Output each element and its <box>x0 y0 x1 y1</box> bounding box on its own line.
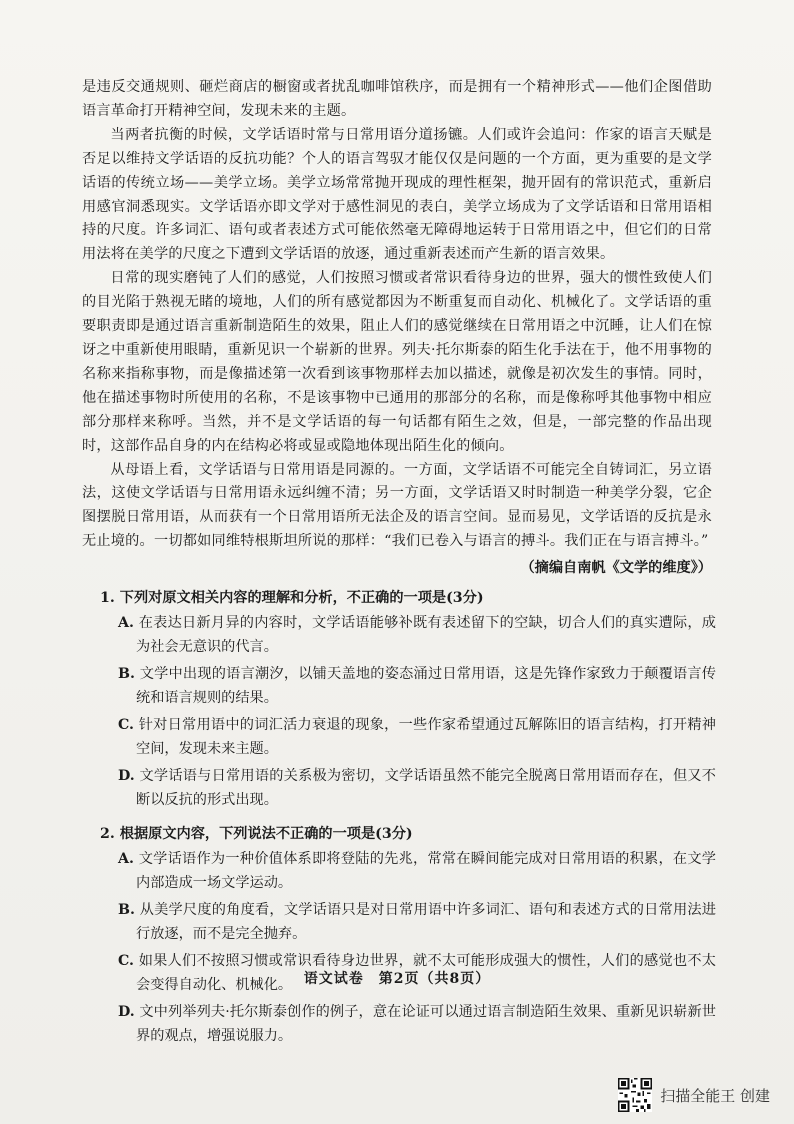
question-1-option-a <box>118 612 716 659</box>
question-1-stem: 1. 下列对原文相关内容的理解和分析，不正确的一项是(3分) <box>100 590 484 606</box>
question-2-option-b <box>118 899 716 946</box>
option-text: 在表达日新月异的内容时，文学话语能够补既有表述留下的空缺，切合人们的真实遭际，成为社会无意识的代言。 <box>136 615 716 655</box>
option-text: 文学话语作为一种价值体系即将登陆的先兆，常常在瞬间能完成对日常用语的积累，在文学内部造成一场文学运动。 <box>136 851 716 891</box>
option-text: 文中列举列夫·托尔斯泰创作的例子，意在论证可以通过语言制造陌生效果、重新见识崭新世界的观点，增强说服力。 <box>136 1004 716 1044</box>
question-2-stem: 2. 根据原文内容，下列说法不正确的一项是(3分) <box>100 826 413 842</box>
option-text: 文学中出现的语言潮汐，以铺天盖地的姿态涌过日常用语，这是先锋作家致力于颠覆语言传统和语言规则的结果。 <box>136 666 716 706</box>
article-paragraph-3: 从母语上看，文学话语与日常用语是同源的。一方面，文学话语不可能完全自铸词汇，另立语法，这使文学话语与日常用语永远纠缠不清；另一方面，文学话语又时时制造一种美学分裂，它企图摆脱日常用语，从而获有一个日常用语所无法企及的语言空间。显而易见，文学话语的反抗是永无止境的。一切都如同维特根斯坦所说的那样：“我们已卷入与语言的搏斗。我们正在与语言搏斗。” <box>82 461 712 550</box>
question-1-option-b <box>118 663 716 710</box>
option-text: 针对日常用语中的词汇活力衰退的现象，一些作家希望通过瓦解陈旧的语言结构，打开精神空间，发现未来主题。 <box>136 717 716 757</box>
option-text: 如果人们不按照习惯或常识看待身边世界，就不太可能形成强大的惯性，人们的感觉也不太会变得自动化、机械化。 <box>136 953 716 993</box>
option-letter: B. <box>118 902 135 918</box>
option-letter: D. <box>118 1004 135 1020</box>
scanner-watermark <box>618 1078 770 1112</box>
question-1-option-c <box>118 714 716 761</box>
option-letter: C. <box>118 717 134 733</box>
article-paragraph-2: 日常的现实磨钝了人们的感觉，人们按照习惯或者常识看待身边的世界，强大的惯性致使人们的目光陷于熟视无睹的境地，人们的所有感觉都因为不断重复而自动化、机械化了。文学话语的重要职责即是通过语言重新制造陌生的效果，阻止人们的感觉继续在日常用语之中沉睡，让人们在惊讶之中重新使用眼睛，重新见识一个崭新的世界。列夫·托尔斯泰的陌生化手法在于，他不用事物的名称来指称事物，而是像描述第一次看到该事物那样去加以描述，就像是初次发生的事情。同时，他在描述事物时所使用的名称，不是该事物中已通用的那部分的名称，而是像称呼其他事物中相应部分那样来称呼。当然，并不是文学话语的每一句话都有陌生之效，但是，一部完整的作品出现时，这部作品自身的内在结构必将或显或隐地体现出陌生化的倾向。 <box>82 270 712 454</box>
option-letter: A. <box>118 851 134 867</box>
option-letter: C. <box>118 953 134 969</box>
question-1-option-d <box>118 765 716 812</box>
qr-code-icon <box>618 1078 652 1112</box>
article-body <box>82 76 712 580</box>
option-letter: D. <box>118 768 135 784</box>
option-text: 文学话语与日常用语的关系极为密切，文学话语虽然不能完全脱离日常用语而存在，但又不断以反抗的形式出现。 <box>136 768 716 808</box>
watermark-text: 扫描全能王 创建 <box>660 1086 770 1105</box>
option-letter: A. <box>118 615 134 631</box>
page-footer: 语文试卷 第2页（共8页） <box>303 971 491 987</box>
question-2-option-d <box>118 1001 716 1048</box>
question-2-option-a <box>118 848 716 895</box>
option-text: 从美学尺度的角度看，文学话语只是对日常用语中许多词汇、语句和表述方式的日常用法进行放逐，而不是完全抛弃。 <box>136 902 716 942</box>
option-letter: B. <box>118 666 135 682</box>
article-source: （摘编自南帆《文学的维度》） <box>520 560 712 577</box>
article-paragraph-0: 是违反交通规则、砸烂商店的橱窗或者扰乱咖啡馆秩序，而是拥有一个精神形式——他们企图借助语言革命打开精神空间，发现未来的主题。 <box>82 79 712 119</box>
article-paragraph-1: 当两者抗衡的时候，文学话语时常与日常用语分道扬镳。人们或许会追问：作家的语言天赋是否足以维持文学话语的反抗功能？个人的语言驾驭才能仅仅是问题的一个方面，更为重要的是文学话语的传统立场——美学立场。美学立场常常抛开现成的理性框架，抛开固有的常识范式，重新启用感官洞悉现实。文学话语亦即文学对于感性洞见的表白，美学立场成为了文学话语和日常用语相持的尺度。许多词汇、语句或者表述方式可能依然毫无障碍地运转于日常用语之中，但它们的日常用法将在美学的尺度之下遭到文学话语的放逐，通过重新表述而产生新的语言效果。 <box>82 126 712 263</box>
